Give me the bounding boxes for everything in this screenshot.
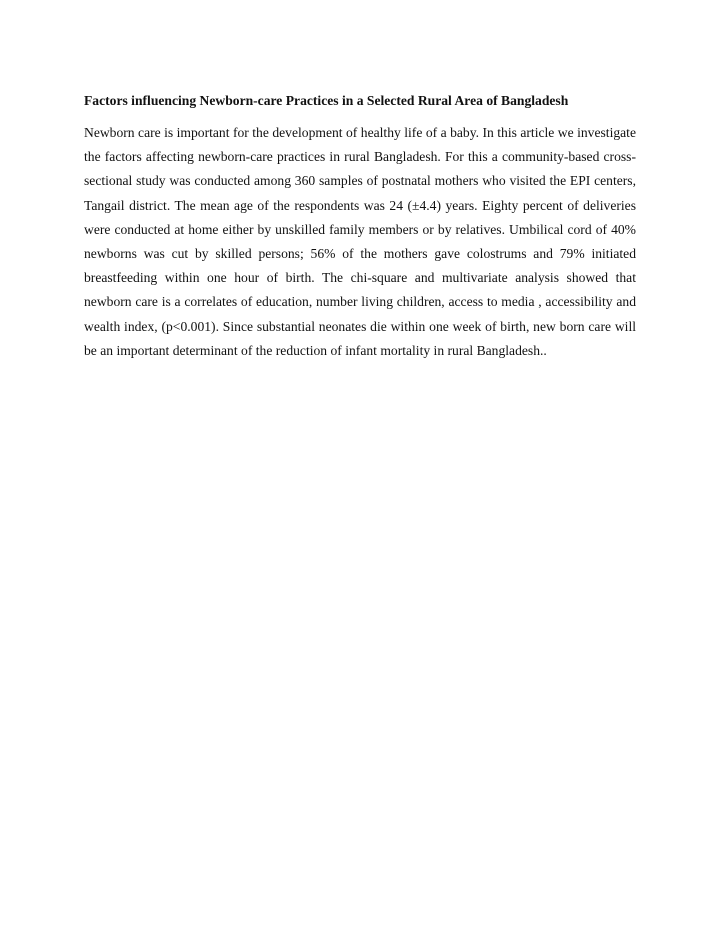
- abstract-paragraph: Newborn care is important for the development of healthy life of a baby. In this article we investigate the factors affecting newborn-care practices in rural Bangladesh. For this a community-based cross-sectional study was conducted among 360 samples of postnatal mothers who visited the EPI centers, Tangail district. The mean age of the respondents was 24 (±4.4) years. Eighty percent of deliveries were conducted at home either by unskilled family members or by relatives. Umbilical cord of 40% newborns was cut by skilled persons; 56% of the mothers gave colostrums and 79% initiated breastfeeding within one hour of birth. The chi-square and multivariate analysis showed that newborn care is a correlates of education, number living children, access to media , accessibility and wealth index, (p<0.001). Since substantial neonates die within one week of birth, new born care will be an important determinant of the reduction of infant mortality in rural Bangladesh..: [84, 125, 636, 358]
- document-title: Factors influencing Newborn-care Practices in a Selected Rural Area of Bangladesh: [84, 93, 569, 108]
